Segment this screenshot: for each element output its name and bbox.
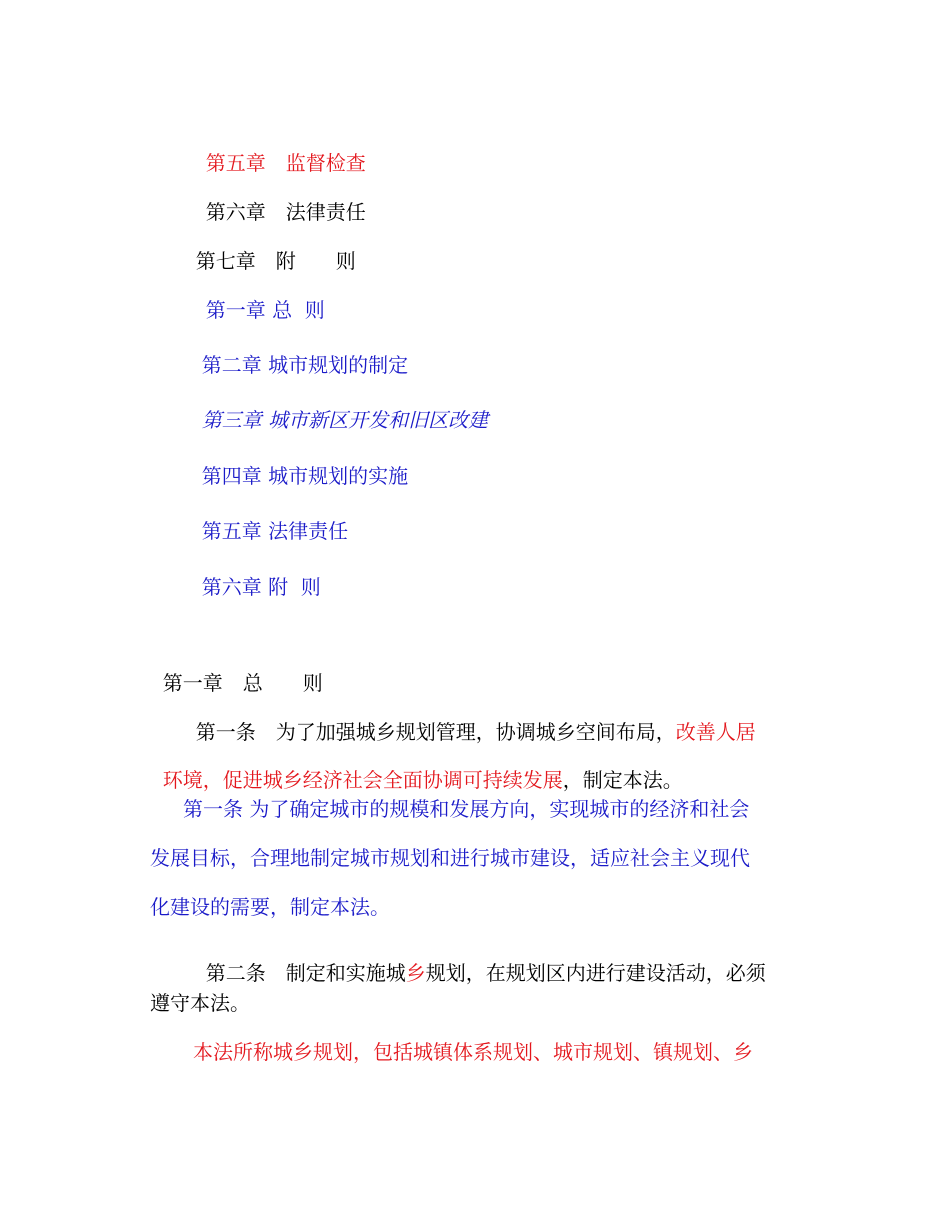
toc-old-chapter-1: [193, 280, 325, 320]
toc-chapter-number: 第一章: [205, 298, 266, 322]
article1-old-line3: 化建设的需要，制定本法。: [150, 895, 390, 919]
toc-new-chapter-6: [193, 182, 366, 222]
toc-chapter-title: 附 则: [275, 249, 356, 273]
toc-old-chapter-6: [189, 557, 321, 597]
article-text-highlight: 环境，促进城乡经济社会全面协调可持续发展: [162, 768, 563, 792]
article-text-highlight: 乡: [405, 961, 426, 985]
toc-new-chapter-5: [193, 133, 366, 173]
toc-new-chapter-7: [183, 231, 356, 271]
toc-chapter-title: 监督检查: [285, 151, 366, 175]
toc-old-chapter-4: [189, 446, 408, 486]
toc-chapter-number: 第三章: [201, 408, 262, 432]
toc-old-chapter-2: [189, 335, 408, 375]
toc-chapter-title: 总 则: [272, 298, 325, 322]
toc-old-chapter-3: [189, 390, 488, 430]
article-label: 第二条: [205, 961, 266, 985]
toc-chapter-number: 第五章: [201, 519, 262, 543]
article1-old-line2: 发展目标，合理地制定城市规划和进行城市建设，适应社会主义现代: [150, 846, 750, 870]
toc-chapter-title: 法律责任: [268, 519, 349, 543]
chapter-heading: [150, 653, 323, 693]
article2-new-line1: [193, 943, 766, 983]
article1-old-line1: 第一条 为了确定城市的规模和发展方向，实现城市的经济和社会: [183, 797, 750, 821]
toc-old-chapter-5: [189, 501, 348, 541]
chapter-title: 总 则: [242, 671, 323, 695]
toc-chapter-number: 第六章: [201, 575, 262, 599]
toc-chapter-title: 附 则: [268, 575, 321, 599]
toc-chapter-number: 第二章: [201, 353, 262, 377]
article-label: 第一条: [195, 720, 256, 744]
toc-chapter-number: 第四章: [201, 464, 262, 488]
article-text-highlight: 改善人居: [675, 720, 756, 744]
toc-chapter-number: 第六章: [205, 200, 266, 224]
toc-chapter-number: 第五章: [205, 151, 266, 175]
toc-chapter-title: 城市规划的制定: [268, 353, 409, 377]
article1-new-line2: [150, 750, 683, 790]
chapter-number: 第一章: [162, 671, 223, 695]
toc-chapter-title: 城市新区开发和旧区改建: [268, 408, 489, 432]
article2-para2-line1: 本法所称城乡规划，包括城镇体系规划、城市规划、镇规划、乡: [193, 1040, 753, 1064]
toc-chapter-title: 法律责任: [285, 200, 366, 224]
toc-chapter-title: 城市规划的实施: [268, 464, 409, 488]
article2-new-line2: 遵守本法。: [150, 991, 250, 1015]
article-text: 制定和实施城: [285, 961, 406, 985]
article-text: ，制定本法。: [562, 768, 683, 792]
article1-new-line1: [183, 702, 756, 742]
article-text: 为了加强城乡规划管理，协调城乡空间布局，: [275, 720, 676, 744]
article-text: 规划，在规划区内进行建设活动，必须: [425, 961, 766, 985]
toc-chapter-number: 第七章: [195, 249, 256, 273]
